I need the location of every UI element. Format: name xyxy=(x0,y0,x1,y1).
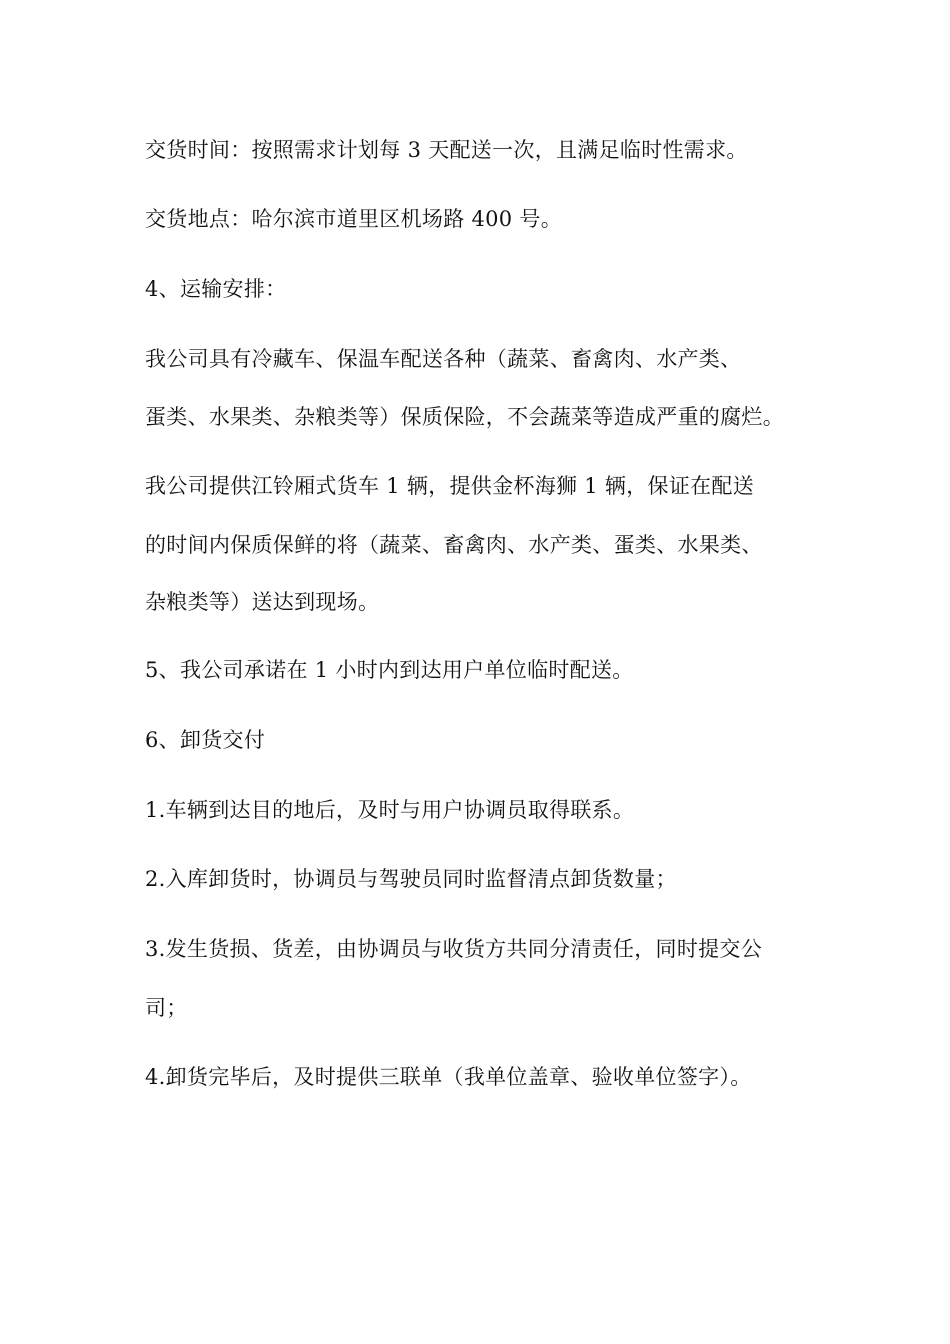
delivery-time-line: 交货时间：按照需求计划每 3 天配送一次，且满足临时性需求。 xyxy=(145,138,748,162)
paragraph-line: 杂粮类等）送达到现场。 xyxy=(145,590,380,614)
list-item: 2.入库卸货时，协调员与驾驶员同时监督清点卸货数量； xyxy=(145,867,677,891)
section-4-heading: 4、运输安排： xyxy=(145,277,287,301)
section-5-line: 5、我公司承诺在 1 小时内到达用户单位临时配送。 xyxy=(145,658,634,682)
list-item: 4.卸货完毕后，及时提供三联单（我单位盖章、验收单位签字）。 xyxy=(145,1065,752,1089)
list-item-continuation: 司； xyxy=(145,996,188,1020)
paragraph-line: 我公司提供江铃厢式货车 1 辆，提供金杯海狮 1 辆，保证在配送 xyxy=(145,474,755,498)
section-6-heading: 6、卸货交付 xyxy=(145,728,266,752)
paragraph-line: 我公司具有冷藏车、保温车配送各种（蔬菜、畜禽肉、水产类、 xyxy=(145,347,742,371)
list-item: 1.车辆到达目的地后，及时与用户协调员取得联系。 xyxy=(145,798,635,822)
list-item: 3.发生货损、货差，由协调员与收货方共同分清责任，同时提交公 xyxy=(145,937,763,961)
paragraph-line: 的时间内保质保鲜的将（蔬菜、畜禽肉、水产类、蛋类、水果类、 xyxy=(145,533,763,557)
delivery-location-line: 交货地点：哈尔滨市道里区机场路 400 号。 xyxy=(145,207,563,231)
paragraph-line: 蛋类、水果类、杂粮类等）保质保险，不会蔬菜等造成严重的腐烂。 xyxy=(145,405,784,429)
